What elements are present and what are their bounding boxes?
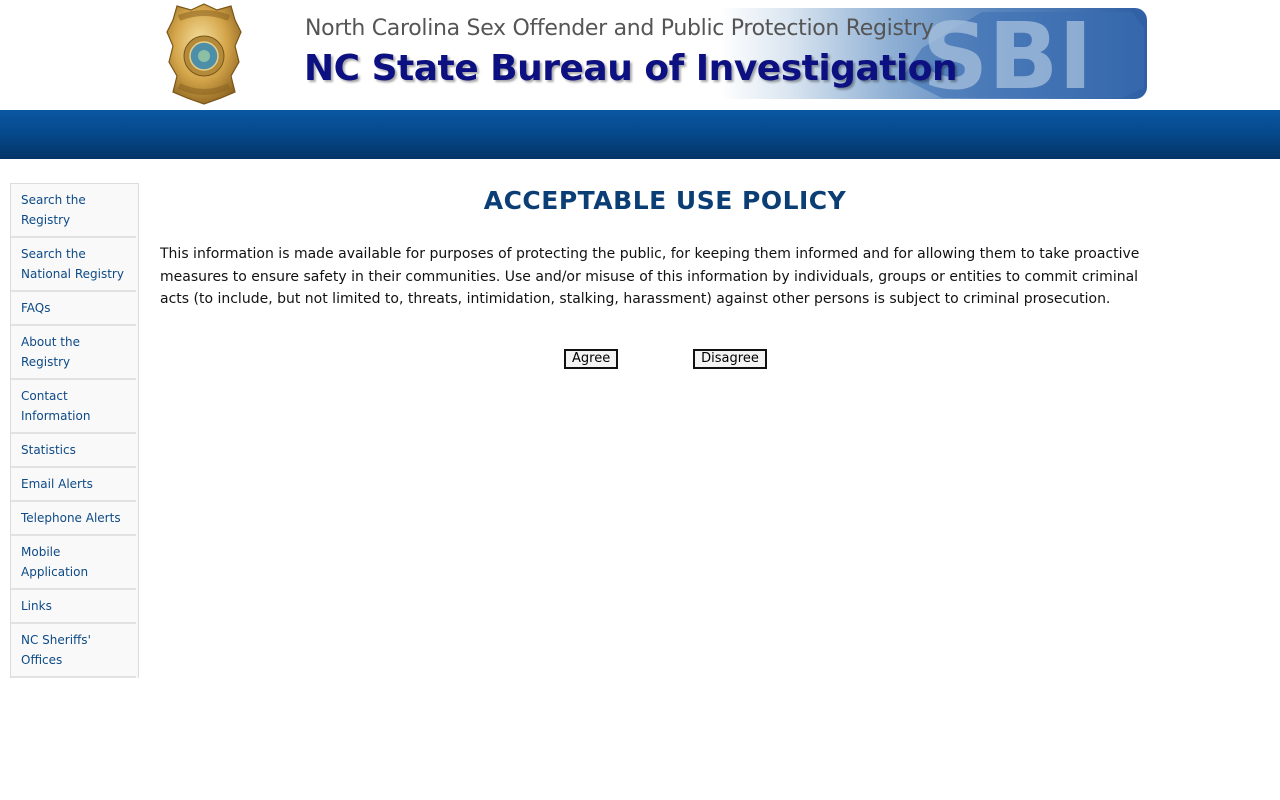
sidebar-item-contact-information[interactable]: Contact Information <box>11 380 136 434</box>
sidebar-nav <box>10 183 139 678</box>
site-header <box>0 0 1280 110</box>
nav-bar <box>0 110 1280 159</box>
sidebar-item-nc-sheriffs-offices[interactable]: NC Sheriffs' Offices <box>11 624 136 678</box>
sbi-badge-icon <box>165 2 243 106</box>
svg-text:SBI: SBI <box>922 8 1093 99</box>
sidebar-item-mobile-application[interactable]: Mobile Application <box>11 536 136 590</box>
sidebar-item-links[interactable]: Links <box>11 590 136 624</box>
sidebar-item-statistics[interactable]: Statistics <box>11 434 136 468</box>
sidebar-item-about-registry[interactable]: About the Registry <box>11 326 136 380</box>
header-banner <box>292 8 1147 99</box>
main-content <box>160 183 1170 366</box>
page-title: ACCEPTABLE USE POLICY <box>483 186 847 215</box>
policy-text: This information is made available for purposes of protecting the public, for keeping them informed and for allowing them to take proactive measures to ensure safety in their communities. Use and/or misuse of this information by individuals, groups or entities to commit criminal acts (to include, but not limited to, threats, intimidation, stalking, harassment) against other persons is subject to criminal prosecution. <box>160 246 1140 307</box>
bureau-title: NC State Bureau of Investigation <box>304 48 958 89</box>
sidebar-item-email-alerts[interactable]: Email Alerts <box>11 468 136 502</box>
registry-subtitle: North Carolina Sex Offender and Public Protection Registry <box>305 16 934 41</box>
agree-button[interactable]: Agree <box>564 349 618 369</box>
sidebar-item-faqs[interactable]: FAQs <box>11 292 136 326</box>
disagree-button[interactable]: Disagree <box>693 349 767 369</box>
policy-buttons <box>160 349 1170 371</box>
sidebar-item-telephone-alerts[interactable]: Telephone Alerts <box>11 502 136 536</box>
sidebar-item-search-national-registry[interactable]: Search the National Registry <box>11 238 136 292</box>
sidebar-item-search-registry[interactable]: Search the Registry <box>11 184 136 238</box>
